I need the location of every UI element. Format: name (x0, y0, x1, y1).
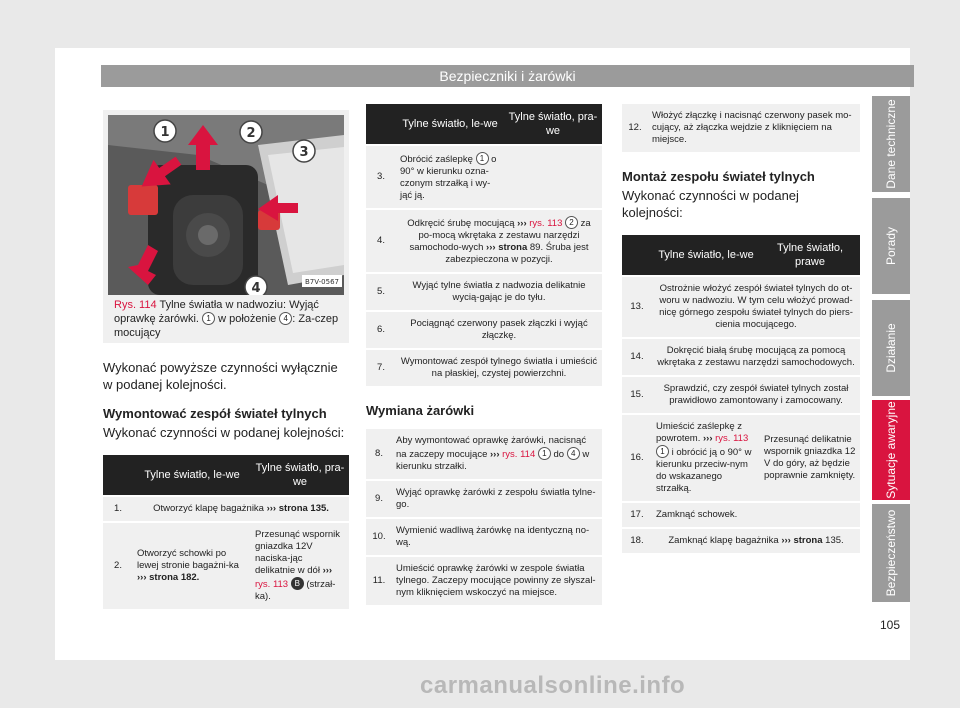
step-number: 3. (366, 146, 396, 208)
badge-icon: 1 (538, 447, 551, 460)
step-number: 11. (366, 557, 392, 605)
step-text (392, 429, 602, 479)
page-link[interactable]: strona (793, 535, 823, 546)
step-text (133, 497, 349, 521)
step-number: 6. (366, 312, 396, 348)
table-row (366, 519, 602, 555)
steps-table (103, 453, 349, 611)
step-text-part: Obrócić zaślepkę (400, 154, 473, 165)
taillight-photo (108, 115, 344, 295)
table-header-right: Tylne światło, pra-we (504, 104, 602, 144)
step-number: 16. (622, 415, 652, 501)
page-number: 105 (880, 618, 901, 632)
tab-label: Sytuacje awaryjne (884, 401, 898, 499)
step-text-part: 135. (825, 535, 844, 546)
tab-porady[interactable] (872, 198, 910, 294)
step-text: Sprawdzić, czy zespół świateł tylnych został prawidłowo zamontowany i zamocowany. (652, 377, 860, 413)
tab-label: Bezpieczeństwo (884, 509, 898, 597)
table-header-left: Tylne światło, le-we (396, 104, 504, 144)
badge-icon: B (291, 577, 304, 590)
tab-label: Działanie (884, 323, 898, 373)
step-number: 7. (366, 350, 396, 386)
table-row (103, 497, 349, 521)
page-header: Bezpieczniki i żarówki (101, 65, 914, 87)
tab-sytuacje-awaryjne[interactable] (872, 400, 910, 500)
step-number: 14. (622, 339, 652, 375)
step-text-part: 89. Śruba jest zabezpieczona w pozycji. (445, 242, 589, 265)
step-text: Włożyć złączkę i nacisnąć czerwony pasek mo-cujący, aż złączka wejdzie z kliknięciem na miejsce. (648, 104, 860, 152)
step-text-part: o 90° w kierunku ozna-czonym strzałką i wy-jąć ją. (400, 154, 497, 201)
step-text-part: i obrócić ją o 90° w kierunku przeciw-nym do wskazanego strzałką. (656, 447, 752, 494)
steps-table (622, 233, 860, 555)
table-row (366, 350, 602, 386)
figure-caption (114, 298, 342, 340)
page-link[interactable]: strona (498, 242, 528, 253)
column-left (103, 110, 349, 611)
tab-bezpieczenstwo[interactable] (872, 504, 910, 602)
step-number: 9. (366, 481, 392, 517)
table-row (622, 529, 860, 553)
section-title: Montaż zespołu świateł tylnych (622, 169, 815, 184)
table-header-blank (366, 104, 396, 144)
link-arrow-icon: ››› (137, 572, 147, 583)
table-row (366, 146, 602, 208)
step-text: Wymontować zespół tylnego światła i umieścić na płaskiej, czystej powierzchni. (396, 350, 602, 386)
link-arrow-icon: ››› (266, 503, 277, 514)
figure-link[interactable]: rys. 113 (529, 218, 563, 229)
section-title: Wymontować zespół świateł tylnych (103, 406, 327, 421)
step-right: Przesunąć delikatnie wspornik gniazdka 12 V do góry, aż będzie poprawnie zamknięty. (760, 415, 860, 501)
table-header-right: Tylne światło, prawe (760, 235, 860, 275)
step-number: 5. (366, 274, 396, 310)
step-right-empty (504, 146, 602, 208)
section-title: Wymiana żarówki (366, 403, 475, 418)
step-text: Wyjąć tylne światła z nadwozia delikatnie wycią-gając je do tyłu. (396, 274, 602, 310)
step-text-part: (strzał-ka). (255, 579, 336, 602)
step-text: Wymienić wadliwą żarówkę na identyczną no-wą. (392, 519, 602, 555)
table-row (366, 210, 602, 272)
step-number: 15. (622, 377, 652, 413)
steps-table-top (622, 102, 860, 154)
step-number: 17. (622, 503, 652, 527)
table-header-right: Tylne światło, pra-we (251, 455, 349, 495)
table-header-left: Tylne światło, le-we (133, 455, 251, 495)
table-header-blank (622, 235, 652, 275)
step-left: Zamknąć schowek. (652, 503, 760, 527)
table-row (366, 429, 602, 479)
step-text: Dokręcić białą śrubę mocującą za pomocą wkrętaka z zestawu narzędzi samochodowych. (652, 339, 860, 375)
section-intro: Wykonać czynności w podanej kolejności: (103, 425, 345, 440)
step-right-empty (760, 503, 860, 527)
step-number: 12. (622, 104, 648, 152)
callout-3: 3 (299, 145, 309, 160)
section-intro: Wykonać czynności w podanej kolejności: (622, 188, 799, 220)
step-left (133, 523, 251, 609)
link-arrow-icon: ››› (517, 218, 527, 229)
step-right (251, 523, 349, 609)
link-arrow-icon: ››› (322, 565, 333, 576)
badge-icon: 1 (202, 312, 215, 325)
watermark: carmanualsonline.info (420, 672, 686, 699)
step-text: Umieścić oprawkę żarówki w zespole światła tylnego. Zaczepy mocujące powinny ze słyszal-nym kliknięciem wskoczyć na miejsce. (392, 557, 602, 605)
caption-text: Tylne światła w nadwoziu: Wyjąć oprawkę żarówki. (114, 299, 319, 325)
tab-dane-techniczne[interactable] (872, 96, 910, 192)
step-text (396, 210, 602, 272)
badge-icon: 2 (565, 216, 578, 229)
badge-icon: 4 (279, 312, 292, 325)
step-text-part: Otworzyć schowki po lewej stronie bagażni-ka (137, 548, 239, 571)
table-row (366, 312, 602, 348)
step-text-part: w kierunku strzałki. (396, 449, 590, 472)
table-header-blank (103, 455, 133, 495)
link-arrow-icon: ››› (703, 433, 713, 444)
table-row (622, 377, 860, 413)
table-row (103, 523, 349, 609)
step-left (652, 415, 760, 501)
caption-text: w położenie (218, 313, 277, 325)
column-middle (366, 102, 602, 607)
link-arrow-icon: ››› (490, 449, 500, 460)
step-number: 10. (366, 519, 392, 555)
table-row (366, 557, 602, 605)
page (55, 48, 910, 660)
step-number: 18. (622, 529, 652, 553)
figure-link[interactable]: rys. 114 (502, 449, 536, 460)
page-link[interactable]: strona 135. (278, 503, 329, 514)
step-number: 4. (366, 210, 396, 272)
figure-link[interactable]: rys. 113 (255, 579, 289, 590)
figure-link[interactable]: rys. 113 (715, 433, 749, 444)
badge-icon: 4 (567, 447, 580, 460)
step-text-part: Otworzyć klapę bagażnika (153, 503, 264, 514)
table-row (622, 503, 860, 527)
step-text: Wyjąć oprawkę żarówki z zespołu światła tylne-go. (392, 481, 602, 517)
tab-label: Dane techniczne (884, 99, 898, 189)
column-right (622, 102, 860, 555)
table-header-left: Tylne światło, le-we (652, 235, 760, 275)
step-text-part: Odkręcić śrubę mocującą (407, 218, 515, 229)
step-text: Pociągnąć czerwony pasek złączki i wyjąć złączkę. (396, 312, 602, 348)
page-link[interactable]: strona 182. (149, 572, 200, 583)
callout-2: 2 (246, 126, 256, 141)
steps-table-bulbs (366, 427, 602, 607)
step-text-part: do (553, 449, 565, 460)
step-number: 2. (103, 523, 133, 609)
step-left (396, 146, 504, 208)
table-row (366, 481, 602, 517)
table-row (366, 274, 602, 310)
steps-table (366, 102, 602, 388)
table-row (622, 104, 860, 152)
step-number: 8. (366, 429, 392, 479)
tab-dzialanie[interactable] (872, 300, 910, 396)
link-arrow-icon: ››› (486, 242, 496, 253)
step-text (652, 529, 860, 553)
caption-text: : Za-czep mocujący (114, 313, 339, 339)
badge-icon: 1 (476, 152, 489, 165)
callout-1: 1 (160, 125, 170, 140)
step-text-part: Przesunąć wspornik gniazdka 12V naciska-jąc delikatnie w dół (255, 529, 341, 576)
link-arrow-icon: ››› (781, 535, 791, 546)
step-number: 13. (622, 277, 652, 337)
callout-4: 4 (251, 281, 261, 295)
step-number: 1. (103, 497, 133, 521)
table-row (622, 277, 860, 337)
table-row (622, 339, 860, 375)
intro-paragraph: Wykonać powyższe czynności wyłącznie w podanej kolejności. (103, 360, 338, 392)
figure-114 (103, 110, 349, 343)
step-text-part: za po-mocą wkrętaka z zestawu narzędzi samochodo-wych (409, 218, 591, 253)
badge-icon: 1 (656, 445, 669, 458)
step-text-part: Umieścić zaślepkę z powrotem. (656, 421, 743, 444)
table-row (622, 415, 860, 501)
figure-code: B7V-0567 (305, 278, 339, 286)
step-text: Ostrożnie włożyć zespół świateł tylnych do ot-woru w nadwoziu. W tym celu włożyć prowad-nicę górnego zespołu świateł tylnych do piers-cienia mocującego. (652, 277, 860, 337)
tab-label: Porady (884, 226, 898, 266)
step-text-part: Zamknąć klapę bagażnika (668, 535, 779, 546)
step-text-part: Aby wymontować oprawkę żarówki, nacisnąć na zaczepy mocujące (396, 435, 587, 460)
caption-ref: Rys. 114 (114, 299, 157, 311)
